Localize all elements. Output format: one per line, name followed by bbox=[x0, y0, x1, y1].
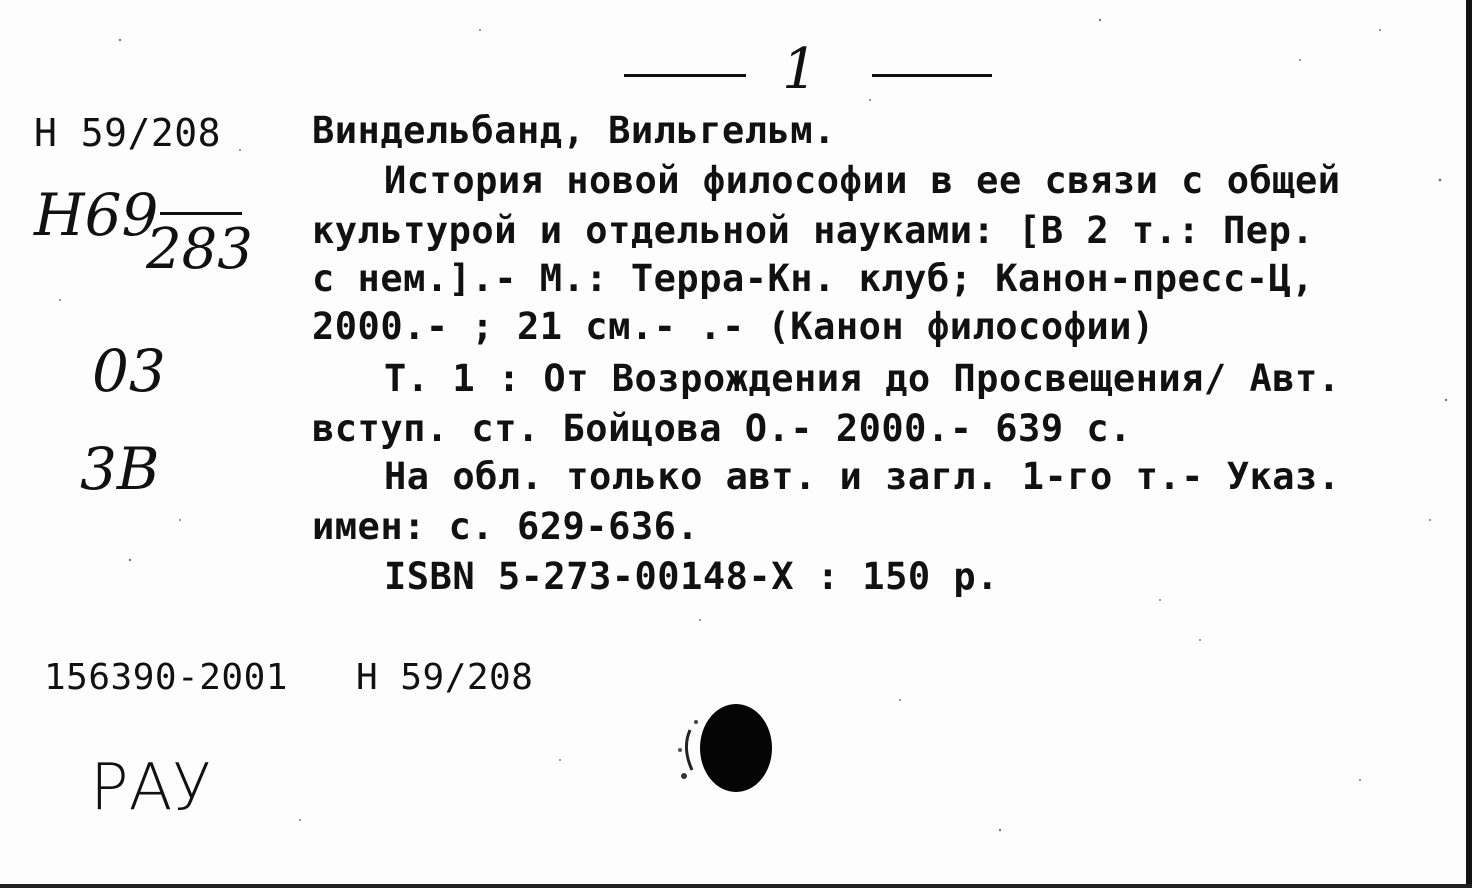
header-rule-left bbox=[624, 74, 746, 77]
entry-author: Виндельбанд, Вильгельм. bbox=[312, 109, 836, 152]
handwritten-initials: РАУ bbox=[90, 751, 212, 825]
entry-volume-line-1: Т. 1 : От Возрождения до Просвещения/ Авт. bbox=[384, 357, 1341, 400]
entry-volume-line-2: вступ. ст. Бойцова О.- 2000.- 639 с. bbox=[312, 407, 1132, 450]
card-edge-bottom bbox=[0, 884, 1472, 888]
shelfmark-typed: Н 59/208 bbox=[34, 111, 222, 155]
ink-blot bbox=[660, 700, 790, 810]
handwritten-code-bottom: 283 bbox=[146, 217, 253, 282]
handwritten-mark-1: 03 bbox=[92, 337, 166, 405]
entry-collation: 2000.- ; 21 см.- .- (Канон философии) bbox=[312, 305, 1155, 348]
header-rule-right bbox=[872, 74, 992, 77]
entry-note-line-2: имен: с. 629-636. bbox=[312, 505, 700, 548]
entry-title-line-2: культурой и отдельной науками: [В 2 т.: Пер. bbox=[312, 209, 1315, 252]
footer-shelfmark: Н 59/208 bbox=[356, 657, 534, 698]
entry-title-line-1: История новой философии в ее связи с общей bbox=[384, 159, 1341, 202]
footer-card-number: 156390-2001 bbox=[44, 657, 288, 698]
sequence-number: 1 bbox=[782, 37, 818, 102]
entry-isbn: ISBN 5-273-00148-X : 150 р. bbox=[384, 555, 999, 598]
handwritten-fraction-bar bbox=[160, 212, 242, 215]
entry-note-line-1: На обл. только авт. и загл. 1-го т.- Указ. bbox=[384, 455, 1341, 498]
handwritten-code-top: Н69 bbox=[34, 181, 159, 249]
entry-imprint: с нем.].- М.: Терра-Кн. клуб; Канон-пресс-Ц, bbox=[312, 257, 1315, 300]
handwritten-mark-2: 3В bbox=[80, 435, 160, 503]
card-edge-right bbox=[1466, 0, 1472, 888]
